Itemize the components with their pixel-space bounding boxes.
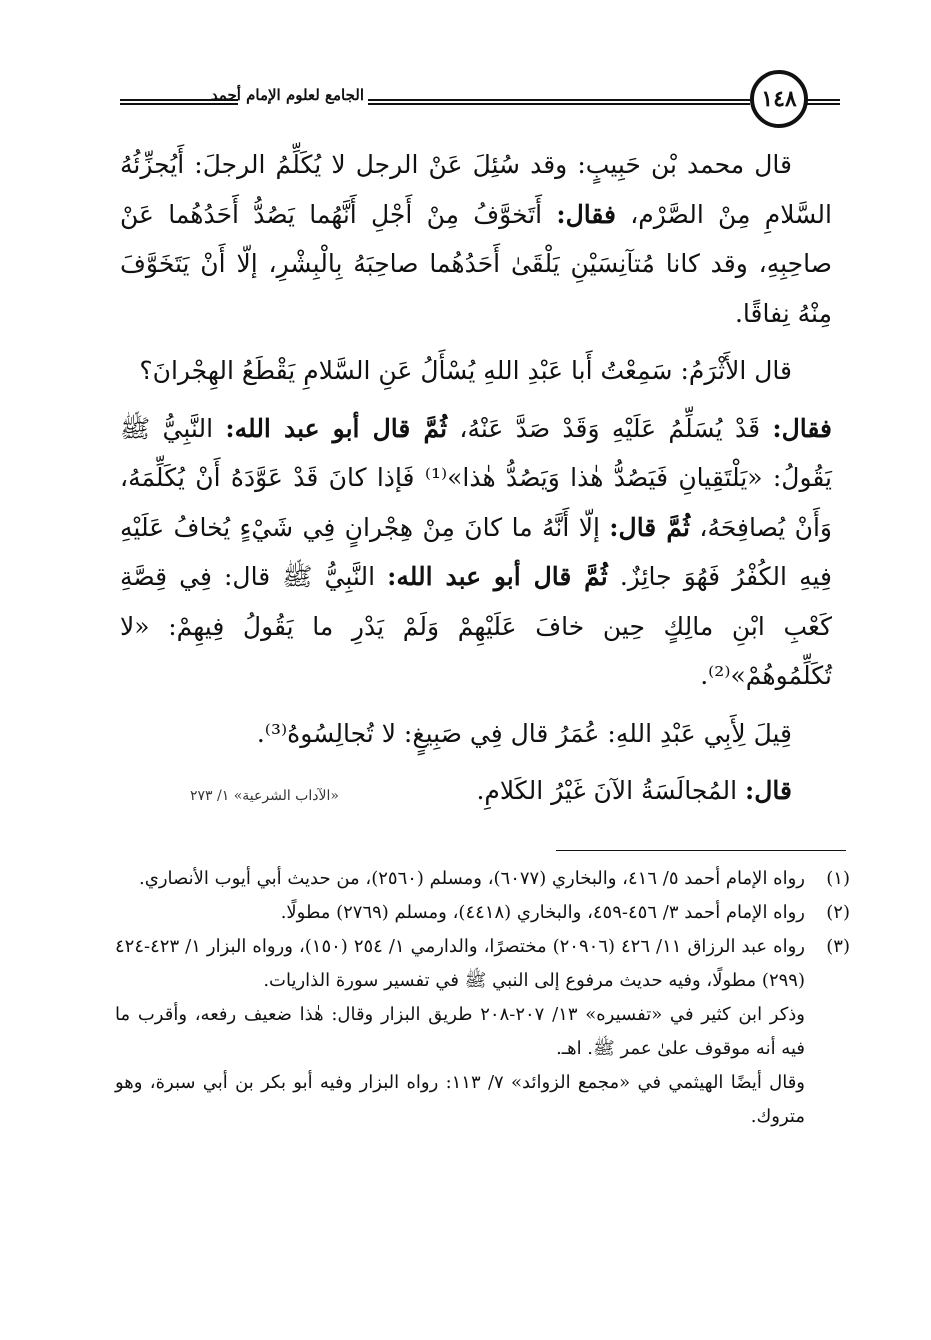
- main-text: [120, 140, 832, 816]
- footnote-text: رواه الإمام أحمد ٥/ ٤١٦، والبخاري (٦٠٧٧)، ومسلم (٢٥٦٠)، من حديث أبي أيوب الأنصاري.: [139, 868, 805, 889]
- bold-segment: فقال:: [556, 199, 616, 229]
- header-rule-right: [805, 99, 840, 105]
- text-segment: قال محمد بْن حَبِيبٍ: وقد سُئِلَ عَنْ الرجل لا يُكَلِّمُ الرجلَ: أَيُجزِّئُهُ السَّلامِ مِنْ الصَّرْم،: [120, 150, 832, 229]
- footnote-number: (٣): [826, 936, 850, 957]
- bold-segment: فقال:: [772, 413, 832, 443]
- text-segment: النَّبِيُّ ﷺ يَقُولُ: «يَلْتَقِيانِ فَيَصُدُّ هٰذا وَيَصُدُّ هٰذا»⁽¹⁾ فَإذا كانَ قَدْ عَوَّدَهُ أَنْ يُكَلِّمَهُ، وَأَنْ يُصافِحَهُ،: [120, 413, 832, 542]
- paragraph-1: [120, 140, 832, 338]
- running-title: الجامع لعلوم الإمام أحمد: [210, 86, 364, 104]
- header-rule-middle: [368, 99, 750, 105]
- footnote-3-continuation-1: وذكر ابن كثير في «تفسيره» ١٣/ ٢٠٧-٢٠٨ طريق البزار وقال: هٰذا ضعيف رفعه، وأقرب ما فيه أنه موقوف علىٰ عمر ﷺ. اهـ.: [115, 1004, 805, 1059]
- source-reference: «الآداب الشرعية» ١/ ٢٧٣: [190, 788, 339, 804]
- paragraph-4: [120, 709, 832, 759]
- bold-segment: ثُمَّ قال أبو عبد الله:: [225, 413, 448, 443]
- footnote-3: [115, 930, 850, 998]
- text-segment: قَدْ يُسَلِّمُ عَلَيْهِ وَقَدْ صَدَّ عَنْهُ،: [447, 413, 773, 443]
- bold-segment: ثُمَّ قال أبو عبد الله:: [387, 562, 608, 591]
- paragraph-2: [120, 346, 832, 396]
- footnote-number: (١): [826, 868, 850, 889]
- text-segment: قال الأَثْرَمُ: سَمِعْتُ أَبا عَبْدِ اللهِ يُسْأَلُ عَنِ السَّلامِ يَقْطَعُ الهِجْرانَ؟: [139, 356, 792, 385]
- text-segment: أَتَخوَّفُ مِنْ أَجْلِ أَنَّهُما يَصُدُّ أَحَدُهُما عَنْ صاحِبِهِ، وقد كانا مُتآنِسَيْنِ يَلْقَىٰ أَحَدُهُما صاحِبَهُ بِالْبِشْرِ، إلّا أَنْ يَتَخَوَّفَ مِنْهُ نِفاقًا.: [120, 199, 832, 328]
- footnote-2: [115, 896, 850, 930]
- footnote-3-continuation-2: وقال أيضًا الهيثمي في «مجمع الزوائد» ٧/ ١١٣: رواه البزار وفيه أبو بكر بن أبي سبرة، وهو متروك.: [115, 1072, 805, 1127]
- page-header: [100, 60, 840, 130]
- footnote-number: (٢): [826, 902, 850, 923]
- footnote-text: رواه الإمام أحمد ٣/ ٤٥٦-٤٥٩، والبخاري (٤٤١٨)، ومسلم (٢٧٦٩) مطولًا.: [280, 902, 805, 923]
- footnotes: [115, 862, 850, 1134]
- footnote-text: رواه عبد الرزاق ١١/ ٤٢٦ (٢٠٩٠٦) مختصرًا، والدارمي ١/ ٢٥٤ (١٥٠)، ورواه البزار ١/ ٤٢٣-٤٢٤ (٢٩٩) مطولًا، وفيه حديث مرفوع إلى النبي ﷺ في تفسير سورة الذاريات.: [115, 936, 805, 991]
- text-segment: النَّبِيُّ ﷺ قال: فِي قِصَّةِ كَعْبِ ابْنِ مالِكٍ حِين خافَ عَلَيْهِمْ وَلَمْ يَدْرِ ما يَقُولُ فِيهِمْ: «لا تُكَلِّمُوهُمْ»⁽²⁾.: [120, 562, 832, 690]
- bold-segment: قال:: [745, 776, 792, 805]
- paragraph-3: [120, 404, 832, 701]
- page-number: ١٤٨: [750, 70, 808, 128]
- bold-segment: ثُمَّ قال:: [609, 512, 691, 542]
- footnote-separator: [556, 850, 846, 851]
- text-segment: قِيلَ لِأَبِي عَبْدِ اللهِ: عُمَرُ قال فِي صَبِيغٍ: لا تُجالِسُوهُ⁽³⁾.: [256, 718, 792, 748]
- text-segment: المُجالَسَةُ الآنَ غَيْرُ الكَلامِ.: [476, 776, 746, 805]
- text-segment: إلّا أَنَّهُ ما كانَ مِنْ هِجْرانٍ فِي شَيْءٍ يُخافُ عَلَيْهِ فِيهِ الكُفْرُ فَهُوَ جائِزٌ.: [120, 512, 832, 591]
- footnote-1: [115, 862, 850, 896]
